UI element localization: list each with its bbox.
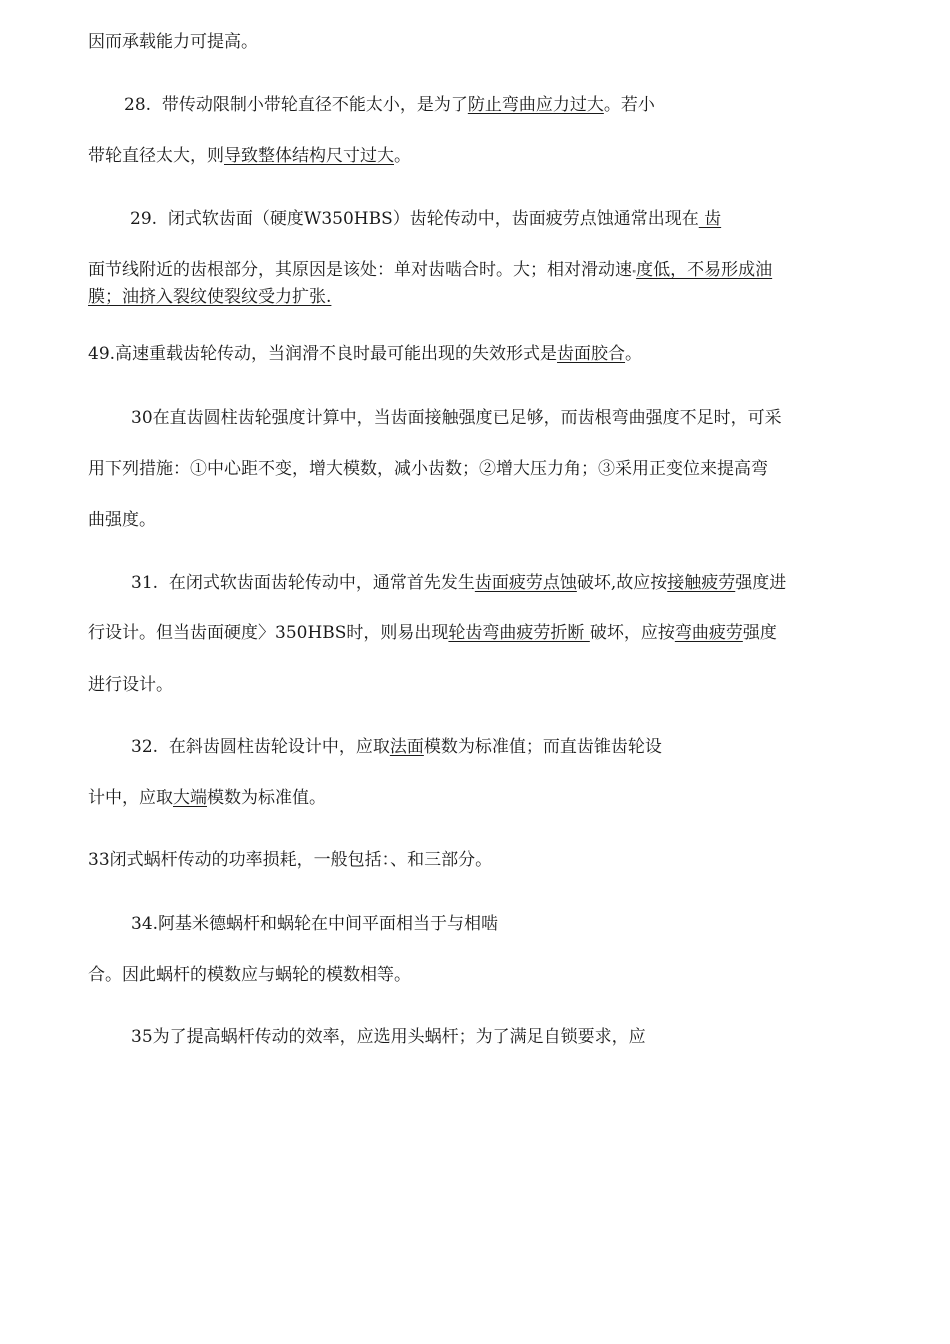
q31-answer-2: 接触疲劳 — [667, 573, 736, 593]
q49-post: 。 — [625, 344, 643, 364]
q29-answer-3: 膜；油挤入裂纹使裂纹受力扩张. — [88, 287, 332, 307]
q31-line1-mid: 破坏,故应按 — [576, 573, 668, 593]
q28-line2-post: 。 — [394, 146, 411, 166]
q29-answer-2: 度低，不易形成油 — [636, 260, 773, 280]
q31-line-2 — [88, 621, 777, 645]
q32-line-1 — [131, 735, 662, 759]
q35-line1-text: 35为了提高蜗杆传动的效率，应选用头蜗杆；为了满足自锁要求，应 — [131, 1027, 646, 1047]
q32-line1-text: 32. 在斜齿圆柱齿轮设计中，应取 — [131, 737, 390, 757]
q34-line-2 — [88, 963, 411, 987]
q27-tail-text: 因而承载能力可提高。 — [88, 32, 258, 52]
q35-line-1 — [131, 1025, 646, 1049]
q49-line — [88, 342, 642, 366]
q27-tail-line — [88, 30, 258, 54]
q31-line-3 — [88, 673, 173, 697]
q33-line — [88, 848, 492, 872]
q34-line-1 — [131, 912, 498, 936]
q30-line-3 — [88, 508, 156, 532]
q28-line-2 — [88, 144, 411, 168]
q28-line-1 — [124, 93, 655, 117]
q29-answer-1: 齿 — [698, 209, 722, 229]
q28-line1-post: 。若小 — [603, 95, 655, 115]
q30-line2-text: 用下列措施：①中心距不变，增大模数，减小齿数；②增大压力角；③采用正变位来提高弯 — [88, 459, 768, 479]
q31-answer-3: 轮齿弯曲疲劳折断 — [448, 623, 590, 643]
q28-line2-text: 带轮直径太大，则 — [88, 146, 224, 166]
q31-line3-text: 进行设计。 — [88, 675, 173, 695]
q32-line1-post: 模数为标准值；而直齿锥齿轮设 — [423, 737, 662, 757]
q29-line1-text: 29. 闭式软齿面（硬度W350HBS）齿轮传动中，齿面疲劳点蚀通常出现在 — [130, 209, 699, 229]
q31-line2-mid: 破坏，应按 — [589, 623, 675, 643]
q32-line-2 — [88, 786, 326, 810]
q28-answer-1: 防止弯曲应力过大 — [467, 95, 604, 115]
q31-line2-text: 行设计。但当齿面硬度〉350HBS时，则易出现 — [88, 623, 449, 643]
q31-answer-1: 齿面疲劳点蚀 — [474, 573, 577, 593]
q32-line2-post: 模数为标准值。 — [207, 788, 326, 808]
q28-line1-text: 28. 带传动限制小带轮直径不能太小，是为了 — [124, 95, 468, 115]
q31-line1-text: 31. 在闭式软齿面齿轮传动中，通常首先发生 — [131, 573, 475, 593]
q33-text: 33闭式蜗杆传动的功率损耗，一般包括：、和三部分。 — [88, 850, 493, 870]
q29-line-3 — [88, 285, 331, 309]
q31-line-1 — [131, 571, 786, 595]
q29-line-1 — [130, 207, 721, 231]
q34-line2-text: 合。因此蜗杆的模数应与蜗轮的模数相等。 — [88, 965, 411, 985]
q30-line1-text: 30在直齿圆柱齿轮强度计算中，当齿面接触强度已足够，而齿根弯曲强度不足时，可采 — [131, 408, 782, 428]
q49-answer: 齿面胶合 — [557, 344, 626, 364]
q31-line2-post: 强度 — [742, 623, 777, 643]
q29-line-2 — [88, 258, 772, 287]
q49-text: 49.高速重载齿轮传动，当润滑不良时最可能出现的失效形式是 — [88, 344, 558, 364]
q29-line2-mark: " — [632, 270, 637, 280]
q34-line1-text: 34.阿基米德蜗杆和蜗轮在中间平面相当于与相啮 — [131, 914, 499, 934]
q29-line2-text: 面节线附近的齿根部分，其原因是该处：单对齿啮合时。大；相对滑动速 — [88, 260, 632, 280]
q32-answer-2: 大端 — [173, 788, 207, 808]
q30-line-1 — [131, 406, 782, 430]
q32-answer-1: 法面 — [389, 737, 424, 757]
q31-line1-post: 强度进 — [735, 573, 787, 593]
q30-line-2 — [88, 457, 768, 481]
q32-line2-text: 计中，应取 — [88, 788, 173, 808]
q28-answer-2: 导致整体结构尺寸过大 — [224, 146, 394, 166]
q31-answer-4: 弯曲疲劳 — [674, 623, 743, 643]
q30-line3-text: 曲强度。 — [88, 510, 156, 530]
